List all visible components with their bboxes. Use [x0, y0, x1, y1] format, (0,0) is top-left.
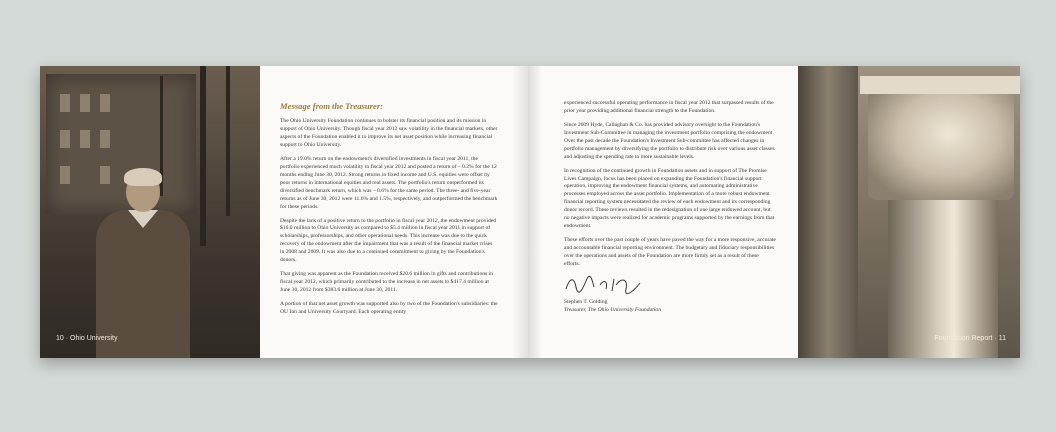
signature [564, 275, 776, 295]
right-text-column [564, 100, 776, 315]
left-paragraph: The Ohio University Foundation continues to bolster its financial position and its mission in support of Ohio University. Though fiscal year 2012 saw volatility in the financial markets, other aspects of the Foundation enabled it to improve its net asset position while increasing financial support to Ohio University. [280, 118, 498, 149]
left-paragraph: After a 19.0% return on the endowment's diversified investments in fiscal year 2011, the portfolio experienced much volatility in fiscal year 2012 and posted a return of – 0.2% for the 12 months ending June 30, 2012. Strong returns in fixed income and U.S. equities were offset by poor returns in international equities and real assets. The portfolio's return outperformed its diversified benchmark return, which was – 0.6% for the same period. The three- and five-year returns as of June 30, 2012 were 11.6% and 1.5%, respectively, and outperformed the benchmark for these periods. [280, 155, 498, 210]
left-text-column [280, 100, 498, 323]
right-paragraph: In recognition of the continued growth in Foundation assets and in support of The Promise Lives Campaign, focus has been placed on expanding the Foundation's financial support operation, improving the endowment financial systems, and automating administrative processes employed across the asset portfolio. Implementation of a more robust endowment financial reporting system necessitated the review of each endowment and its corresponding donor record. These reviews resulted in the redesignation of one large endowed account, but no negative impacts were realized for academic programs supported by the earnings from that endowment. [564, 167, 775, 230]
treasurer-figure [88, 164, 198, 358]
signer-name: Stephen T. Golding [564, 298, 608, 305]
treasurer-heading: Message from the Treasurer: [280, 101, 384, 111]
right-folio: Foundation Report · 11 [934, 335, 1006, 342]
left-paragraph: That giving was apparent as the Foundation received $20.6 million in gifts and contributions in fiscal year 2012, which primarily contributed to the increase in net assets to $417.4 million at June 30, 2012 from $383.6 million at June 30, 2011. [280, 271, 493, 294]
column-photo [798, 66, 1020, 358]
signature-graphic [564, 275, 644, 295]
left-folio: 10 · Ohio University [56, 335, 118, 342]
left-paragraph: Despite the lack of a positive return to the portfolio in fiscal year 2012, the endowment provided $10.0 million to Ohio University as compared to $5.4 million in fiscal year 2011 in support of scholarships, professorships, and other operational needs. This increase was due to the quick recovery of the endowment after the impairment that was a result of the financial market crises in 2008 and 2009. It was also due to a continued commitment to giving by the Foundation's donors. [280, 217, 497, 264]
gutter-shadow [512, 66, 528, 358]
treasurer-photo [40, 66, 260, 358]
right-paragraph: experienced successful operating performance in fiscal year 2012 that surpassed results of the prior year providing additional financial strength to the Foundation. [564, 100, 774, 114]
signer-title: Treasurer, The Ohio University Foundation [564, 306, 662, 313]
right-paragraph: These efforts over the past couple of years have paved the way for a more responsive, accurate and accountable financial reporting environment. The budgetary and fiduciary responsibilities over the operations and assets of the Foundation are more firmly set as a result of these efforts. [564, 237, 776, 267]
left-page [40, 66, 528, 358]
gutter-shadow [528, 66, 542, 358]
right-page [528, 66, 1020, 358]
right-paragraph: Since 2009 Hyde, Callaghan & Co. has provided advisory oversight to the Foundation's Investment Sub-Committee in managing the investment portfolio comprising the endowment. Over the past decade the Foundation's Investment Sub-committee has affected changes in portfolio management by diversifying the portfolio to distribute risk over various asset classes and adjusting the spending rate to more sustainable levels. [564, 121, 775, 160]
left-paragraph: A portion of that net asset growth was supported also by two of the Foundation's subsidiaries: the OU Inn and University Courtyard. Each operating entity [280, 300, 498, 315]
